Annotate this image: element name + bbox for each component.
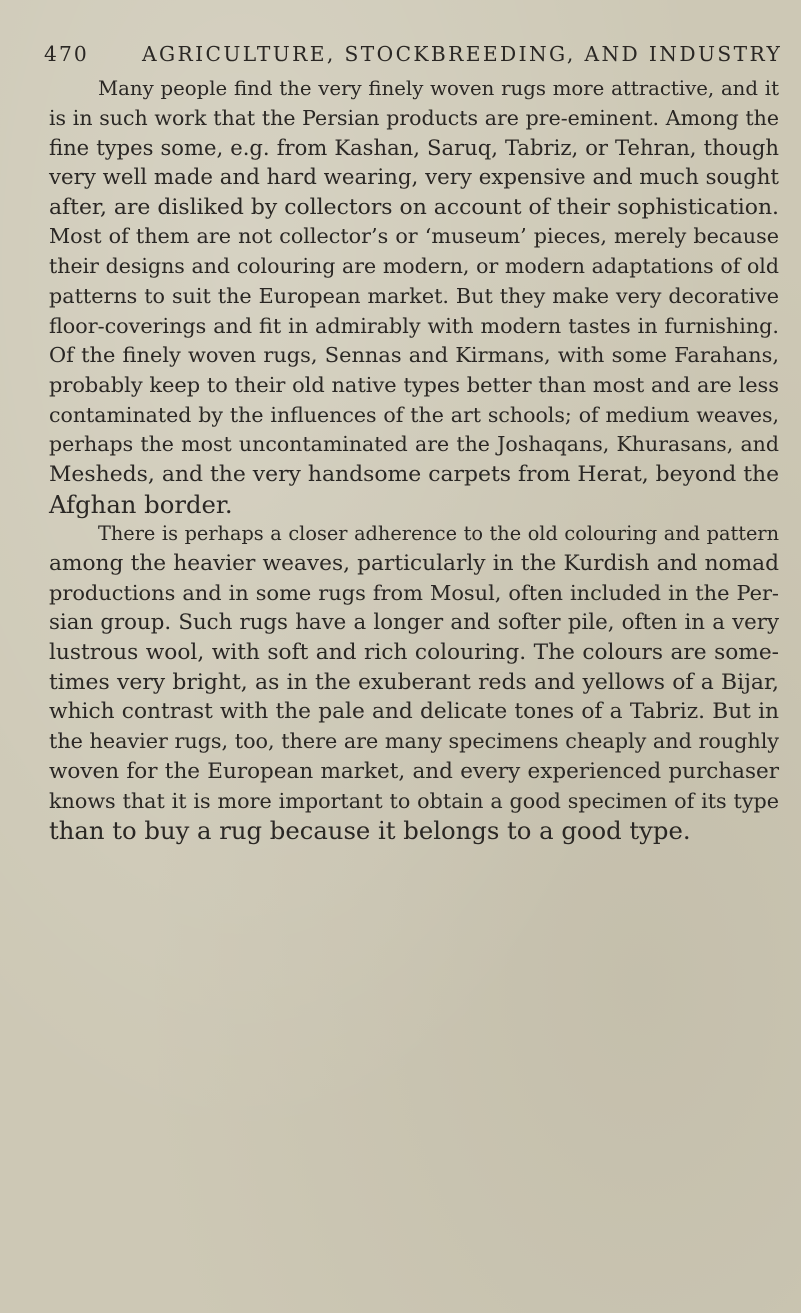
text-line: times very bright, as in the exuberant reds and yellows of a Bijar,: [49, 669, 779, 695]
text-line: There is perhaps a closer adherence to the old colouring and pattern: [98, 522, 779, 546]
text-line: Mesheds, and the very handsome carpets from Herat, beyond the: [49, 461, 780, 487]
text-line: Many people find the very finely woven rugs more attractive, and it: [98, 77, 779, 100]
running-header: [44, 34, 784, 74]
text-line: sian group. Such rugs have a longer and softer pile, often in a very: [49, 610, 779, 636]
text-line: Most of them are not collector’s or ‘museum’ pieces, merely because: [49, 224, 779, 249]
text-line: perhaps the most uncontaminated are the Joshaqans, Khurasans, and: [49, 432, 779, 457]
running-title: AGRICULTURE, STOCKBREEDING, AND INDUSTRY: [142, 42, 783, 66]
text-line: floor-coverings and fit in admirably with modern tastes in furnishing.: [49, 313, 779, 338]
page-number: 470: [44, 42, 89, 66]
body-text: [49, 74, 779, 846]
text-line: fine types some, e.g. from Kashan, Saruq, Tabriz, or Tehran, though: [49, 135, 779, 161]
text-line: is in such work that the Persian products are pre-eminent. Among the: [49, 105, 779, 130]
text-line: woven for the European market, and every experienced purchaser: [49, 758, 779, 784]
text-line: among the heavier weaves, particularly in the Kurdish and nomad: [49, 551, 779, 576]
text-line: probably keep to their old native types better than most and are less: [49, 372, 779, 397]
text-line: Afghan border.: [49, 489, 233, 519]
text-line: their designs and colouring are modern, or modern adaptations of old: [49, 254, 779, 279]
text-line: very well made and hard wearing, very expensive and much sought: [49, 165, 779, 191]
text-line: which contrast with the pale and delicate tones of a Tabriz. But in: [49, 699, 779, 725]
text-line: patterns to suit the European market. But they make very decorative: [49, 283, 779, 308]
text-line: the heavier rugs, too, there are many specimens cheaply and roughly: [49, 729, 779, 754]
text-line: Of the finely woven rugs, Sennas and Kirmans, with some Farahans,: [49, 343, 779, 368]
paragraph: [49, 519, 779, 846]
text-line: after, are disliked by collectors on account of their sophistication.: [49, 194, 779, 220]
paragraph: [49, 74, 779, 519]
text-line: than to buy a rug because it belongs to a good type.: [49, 816, 691, 846]
text-line: productions and in some rugs from Mosul, often included in the Per-: [49, 580, 779, 605]
text-line: contaminated by the influences of the art schools; of medium weaves,: [49, 402, 779, 427]
text-line: lustrous wool, with soft and rich colouring. The colours are some-: [49, 640, 779, 666]
text-line: knows that it is more important to obtain a good specimen of its type: [49, 788, 779, 813]
